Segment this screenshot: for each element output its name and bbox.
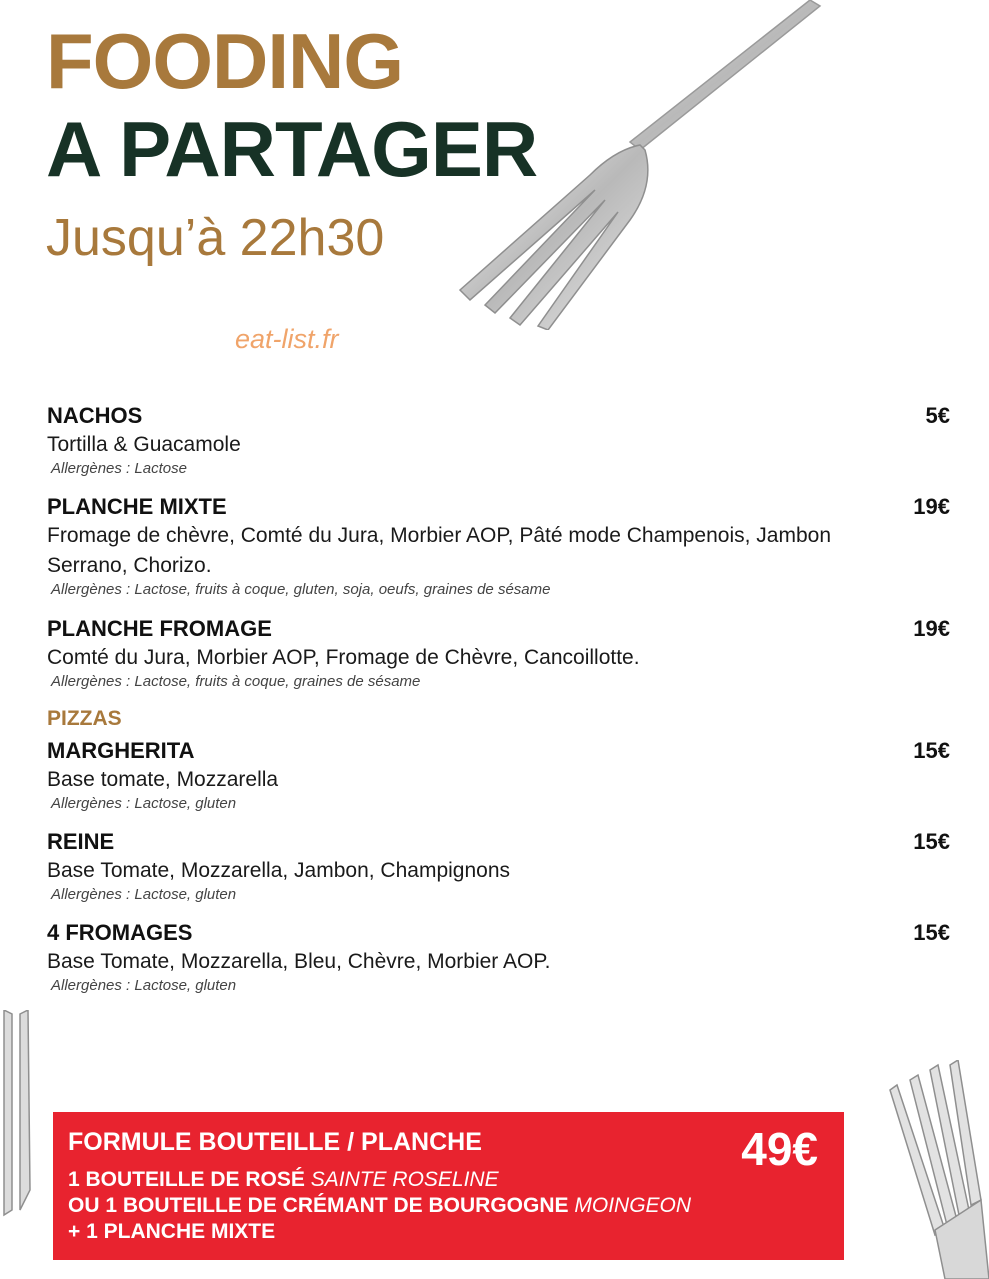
item-description: Base Tomate, Mozzarella, Bleu, Chèvre, Morbier AOP. [47, 950, 551, 973]
item-name: PLANCHE MIXTE [47, 494, 227, 519]
promo-line-2-italic: MOINGEON [574, 1194, 692, 1217]
item-name: 4 FROMAGES [47, 920, 193, 945]
item-name: MARGHERITA [47, 738, 195, 763]
item-description: Tortilla & Guacamole [47, 433, 241, 456]
menu-item [47, 828, 950, 904]
fork-icon [885, 1060, 989, 1279]
item-allergens: Allergènes : Lactose [51, 460, 187, 477]
item-allergens: Allergènes : Lactose, gluten [51, 886, 237, 903]
promo-line-1-bold: 1 BOUTEILLE DE ROSÉ [68, 1168, 305, 1191]
item-price: 15€ [913, 920, 950, 945]
item-price: 15€ [913, 738, 950, 763]
item-price: 19€ [913, 494, 950, 519]
menu-item [47, 493, 950, 599]
watermark: eat-list.fr [235, 324, 339, 354]
item-price: 19€ [913, 616, 950, 641]
fork-icon [0, 1010, 40, 1240]
item-name: NACHOS [47, 403, 143, 428]
title-line-1: FOODING [46, 17, 403, 105]
promo-line-1 [68, 1167, 499, 1193]
menu-item [47, 615, 950, 691]
promo-line-2 [68, 1193, 691, 1219]
promo-box [53, 1112, 844, 1260]
item-price: 5€ [925, 403, 950, 428]
item-allergens: Allergènes : Lactose, fruits à coque, gluten, soja, oeufs, graines de sésame [51, 581, 551, 598]
item-description: Base tomate, Mozzarella [47, 768, 279, 791]
promo-line-1-italic: SAINTE ROSELINE [310, 1168, 499, 1191]
menu-item [47, 402, 950, 478]
item-allergens: Allergènes : Lactose, gluten [51, 795, 237, 812]
item-description: Fromage de chèvre, Comté du Jura, Morbier AOP, Pâté mode Champenois, Jambon Serrano, Chorizo. [47, 524, 832, 577]
menu-item [47, 737, 950, 813]
item-description: Base Tomate, Mozzarella, Jambon, Champignons [47, 859, 511, 882]
item-description: Comté du Jura, Morbier AOP, Fromage de Chèvre, Cancoillotte. [47, 646, 640, 669]
promo-line-2-bold: OU 1 BOUTEILLE DE CRÉMANT DE BOURGOGNE [68, 1194, 569, 1217]
item-name: REINE [47, 829, 115, 854]
subtitle-hours: Jusqu’à 22h30 [46, 209, 385, 267]
menu-item [47, 919, 950, 995]
item-allergens: Allergènes : Lactose, gluten [51, 977, 237, 994]
item-name: PLANCHE FROMAGE [47, 616, 272, 641]
promo-price: 49€ [741, 1123, 818, 1175]
promo-title: FORMULE BOUTEILLE / PLANCHE [68, 1128, 482, 1156]
title-line-2: A PARTAGER [46, 105, 538, 193]
promo-line-3: + 1 PLANCHE MIXTE [68, 1220, 276, 1243]
item-allergens: Allergènes : Lactose, fruits à coque, graines de sésame [51, 673, 421, 690]
section-heading-pizzas: PIZZAS [47, 707, 122, 730]
item-price: 15€ [913, 829, 950, 854]
